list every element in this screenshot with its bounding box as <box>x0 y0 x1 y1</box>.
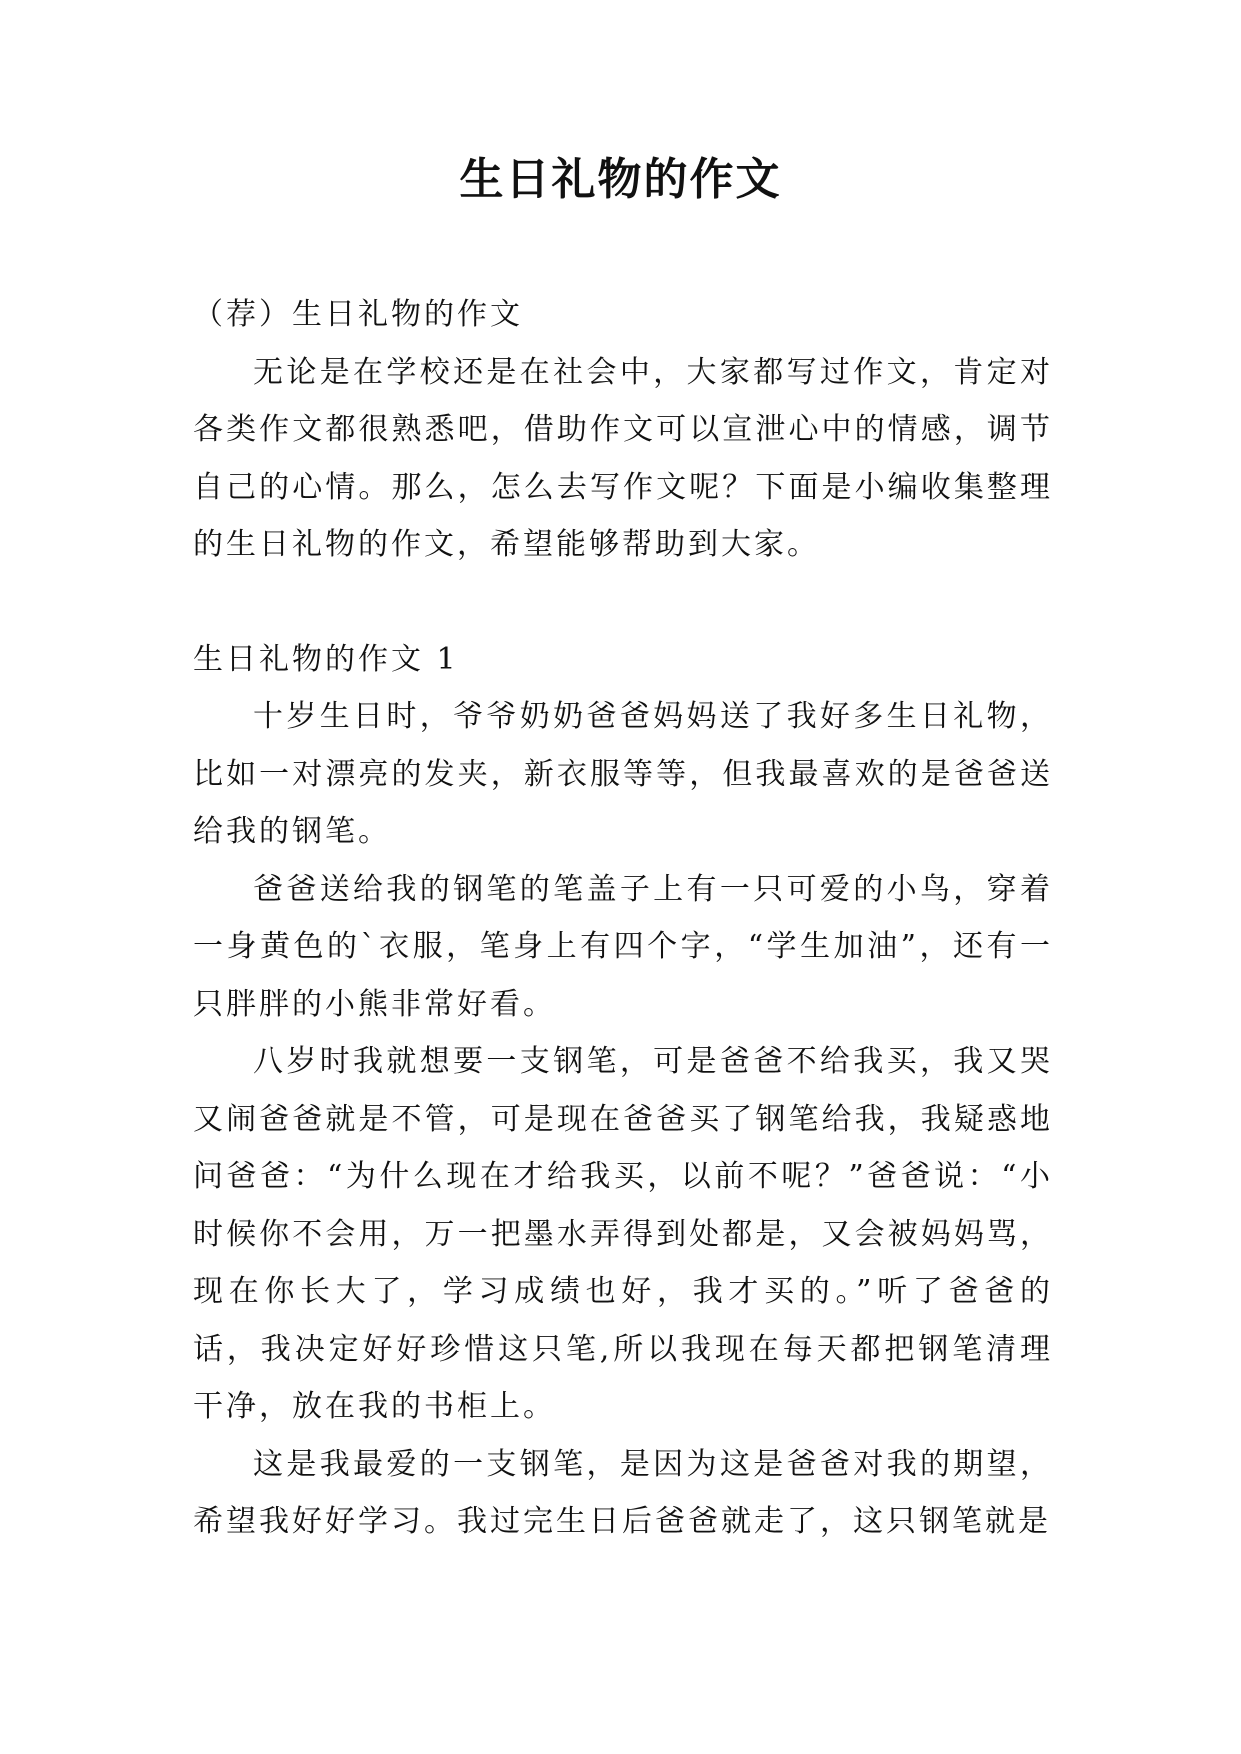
body-paragraph: 十岁生日时，爷爷奶奶爸爸妈妈送了我好多生日礼物，比如一对漂亮的发夹，新衣服等等，但我最喜欢的是爸爸送给我的钢笔。 <box>193 699 1053 849</box>
document-title: 生日礼物的作文 <box>459 154 782 205</box>
body-paragraph: 这是我最爱的一支钢笔，是因为这是爸爸对我的期望，希望我好好学习。我过完生日后爸爸就走了，这只钢笔就是 <box>193 1446 1053 1539</box>
document-body <box>193 286 1053 1551</box>
document-subtitle: （荐）生日礼物的作文 <box>193 297 523 332</box>
intro-paragraph: 无论是在学校还是在社会中，大家都写过作文，肯定对各类作文都很熟悉吧，借助作文可以宣泄心中的情感，调节自己的心情。那么，怎么去写作文呢？下面是小编收集整理的生日礼物的作文，希望能够帮助到大家。 <box>193 354 1053 562</box>
section-heading: 生日礼物的作文 1 <box>193 641 459 677</box>
body-paragraph: 八岁时我就想要一支钢笔，可是爸爸不给我买，我又哭又闹爸爸就是不管，可是现在爸爸买了钢笔给我，我疑惑地问爸爸：“为什么现在才给我买，以前不呢？”爸爸说：“小时候你不会用，万一把墨水弄得到处都是，又会被妈妈骂，现在你长大了，学习成绩也好，我才买的。”听了爸爸的话，我决定好好珍惜这只笔,所以我现在每天都把钢笔清理干净，放在我的书柜上。 <box>193 1044 1053 1424</box>
section-spacer <box>193 574 1053 631</box>
body-paragraph: 爸爸送给我的钢笔的笔盖子上有一只可爱的小鸟，穿着一身黄色的`衣服，笔身上有四个字，“学生加油”，还有一只胖胖的小熊非常好看。 <box>193 871 1053 1022</box>
